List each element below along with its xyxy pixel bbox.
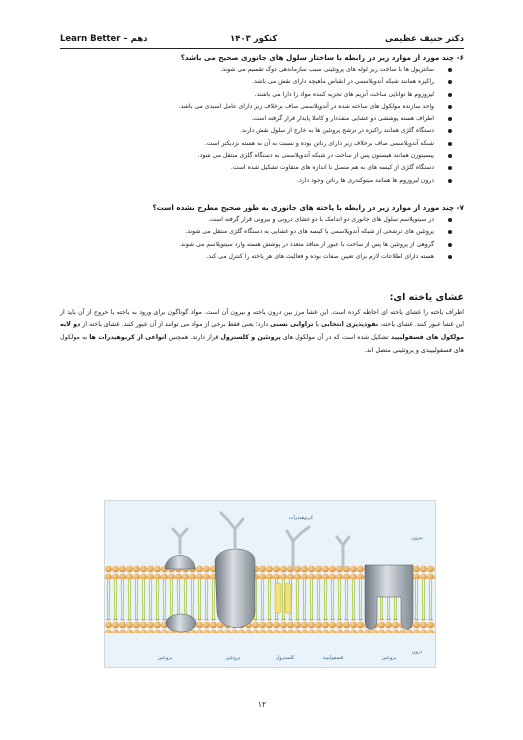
page-number: ۱۲ xyxy=(257,700,267,709)
question-7-title: ۷- چند مورد از موارد زیر در رابطه با یاخته های جانوری به طور صحیح مطرح نشده است؟ xyxy=(152,203,464,213)
list-item: هسته دارای اطلاعات لازم برای تعیین صفات بوده و فعالیت های هر یاخته را کنترل می کند. xyxy=(60,252,464,263)
list-item: سانتریول ها با ساخت ریز لوله های پروتئینی سبب سازماندهی دوک تقسیم می شوند. xyxy=(60,65,464,76)
page-content xyxy=(60,52,464,358)
question-6-title: ۶- چند مورد از موارد زیر در رابطه با ساختار سلول های جانوری صحیح می باشد؟ xyxy=(180,53,464,62)
page-header xyxy=(60,34,464,48)
bullet-icon xyxy=(448,68,452,72)
bullet-icon xyxy=(448,117,452,121)
inner-heads xyxy=(105,619,435,633)
header-course: Learn Better – دهم xyxy=(60,34,148,44)
list-item: درون لیزوزوم ها همانند میتوکندری ها رناتن وجود دارد. xyxy=(60,176,464,187)
label-protein-3: پروتئین xyxy=(381,655,397,661)
label-protein-1: پروتئین xyxy=(157,655,173,661)
bullet-icon xyxy=(448,105,452,109)
bullet-icon xyxy=(448,179,452,183)
bullet-icon xyxy=(448,142,452,146)
label-phospholipid: فسفولیپید xyxy=(322,655,344,661)
label-cholesterol: کلسترول xyxy=(275,655,295,661)
header-divider xyxy=(60,48,464,49)
list-item: راکیزه همانند شبکه آندوپلاسمی در انقباض ماهیچه دارای نقش می باشد. xyxy=(60,77,464,88)
list-item: شبکه آندوپلاسمی صاف برخلاف زبر دارای رناتن بوده و نسبت به آن به هسته نزدیکتر است. xyxy=(60,139,464,150)
membrane-figure xyxy=(104,500,436,668)
list-item: واحد سازنده مولکول های ساخته شده در آندوپلاسمی صاف برخلاف زبر دارای عامل اسیدی می باشد. xyxy=(60,102,464,113)
question-7-list xyxy=(60,215,464,262)
list-item: در سیتوپلاسم سلول های جانوری دو اندامک با دو غشای درونی و بیرونی قرار گرفته است. xyxy=(60,215,464,226)
list-item: گروهی از پروتئین ها پس از ساخت با عبور از منافذ متعدد در پوشش هسته وارد سیتوپلاسم می شوند. xyxy=(60,240,464,251)
section-paragraph: اطراف یاخته را غشای یاخته ای احاطه کرده است. این غشا مرز بین درون یاخته و بیرون آن است. مواد گوناگون برای ورود به یاخته یا خروج از آن باید از این غشا عبور کنند. غشای یاخته، نفوذپذیری انتخابی یا تراوایی نسبی دارد؛ یعنی فقط برخی از مواد می توانند از آن عبور کنند. غشای یاخته از دو لایه مولکول های فسفولیپید تشکیل شده است که در آن مولکول های پروتئین و کلسترول قرار دارند. همچنین انواعی از کربوهیدرات ها به مولکول های فسفولیپیدی و پروتئینی متصل اند. xyxy=(60,308,464,354)
bullet-icon xyxy=(448,218,452,222)
label-outside: بیرون xyxy=(411,535,423,541)
list-item: پیسیتوزن همانند هیستون پس از ساخت در شبکه آندوپلاسمی به دستگاه گلژی منتقل می شود. xyxy=(60,151,464,162)
header-author: دکتر حنیف عظیمی xyxy=(384,34,464,44)
list-item: دستگاه گلژی از کیسه های به هم متصل با اندازه های متفاوت تشکیل شده است. xyxy=(60,163,464,174)
bullet-icon xyxy=(448,243,452,247)
label-protein-2: پروتئین xyxy=(225,655,241,661)
question-6-list xyxy=(60,65,464,186)
header-exam: کنکور ۱۴۰۳ xyxy=(230,34,278,44)
bullet-icon xyxy=(448,230,452,234)
membrane-diagram xyxy=(105,501,435,667)
label-inside: درون xyxy=(411,649,423,655)
bullet-icon xyxy=(448,80,452,84)
list-item: دستگاه گلژی همانند راکیزه در ترشح پروتئین ها به خارج از سلول نقش دارند. xyxy=(60,126,464,137)
bullet-icon xyxy=(448,255,452,259)
bullet-icon xyxy=(448,129,452,133)
section-title: غشای یاخته ای: xyxy=(389,291,464,303)
bullet-icon xyxy=(448,93,452,97)
label-carbohydrate: کربوهیدرات xyxy=(288,515,314,521)
list-item: لیزوزوم ها توانایی ساخت آنزیم های تجزیه کننده مواد را دارا می باشند. xyxy=(60,90,464,101)
protein-inner-left xyxy=(166,614,196,632)
bullet-icon xyxy=(448,166,452,170)
list-item: پروتئین های ترشحی از شبکه آندوپلاسمی با کیسه های دو غشایی به دستگاه گلژی منتقل می شوند. xyxy=(60,227,464,238)
list-item: اطراف هسته پوششی دو غشایی منفذدار و کاملا پایدار قرار گرفته است. xyxy=(60,114,464,125)
bullet-icon xyxy=(448,154,452,158)
